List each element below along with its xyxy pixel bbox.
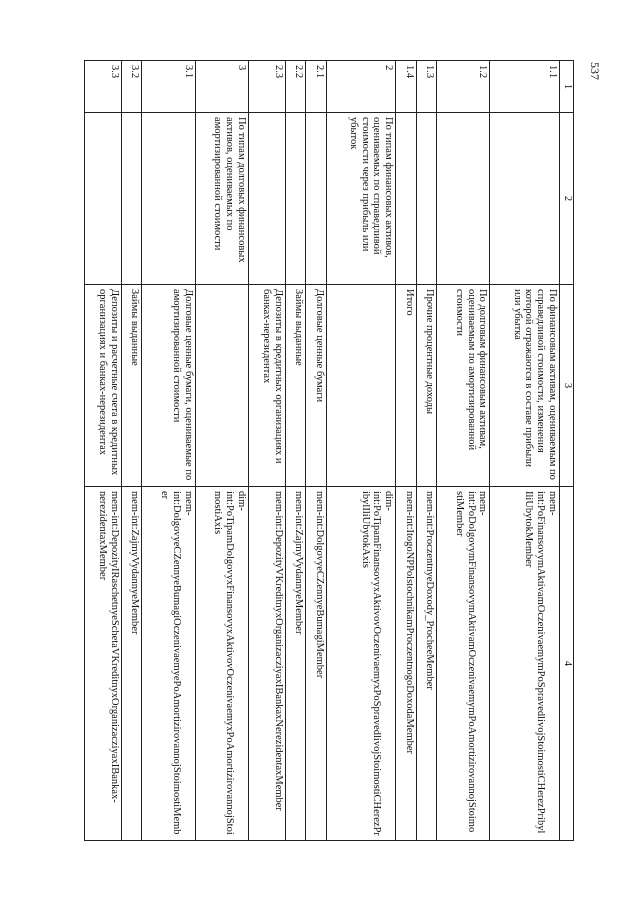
row-group-label: По типам финансовых активов, оцениваемых по справедливой стоимости через прибыль или убыток [326, 113, 396, 285]
row-number: 3 [195, 61, 248, 113]
table-row [396, 61, 417, 841]
row-number: 2.3 [248, 61, 285, 113]
table-row [306, 61, 327, 841]
row-group-label [85, 113, 122, 285]
row-item-label: Долговые ценные бумаги [306, 285, 327, 487]
table-row [437, 61, 490, 841]
row-code: mem-int:ZajmyVydannyeMember [285, 487, 306, 841]
row-number: 1.2 [437, 61, 490, 113]
row-group-label: По типам долговых финансовых активов, оцениваемых по амортизированной стоимости [195, 113, 248, 285]
row-number: 2.2 [285, 61, 306, 113]
table-row [248, 61, 285, 841]
row-number: 2.1 [306, 61, 327, 113]
column-header-2: 2 [560, 113, 574, 285]
classification-table [84, 60, 574, 841]
row-code: mem-int:DolgovyeCZennyeBumagiMember [306, 487, 327, 841]
row-item-label: Займы выданные [285, 285, 306, 487]
table-row [85, 61, 122, 841]
table-row [142, 61, 195, 841]
row-number: 3.1 [142, 61, 195, 113]
row-group-label [416, 113, 437, 285]
table-row [326, 61, 396, 841]
row-code: mem-int:DepozityVKreditnyxOrganizacziyaxIBankaxNerezidentaxMember [248, 487, 285, 841]
row-code: dim-int:PoTipamFinansovyxAktivovOczenivaemyxPoSpravedlivojStoimostiCHerezPribylIliUbytokAxis [326, 487, 396, 841]
column-header-4: 4 [560, 487, 574, 841]
column-header-1: 1 [560, 61, 574, 113]
row-group-label [437, 113, 490, 285]
rotated-table-container [84, 60, 574, 840]
row-number: 3.2 [121, 61, 142, 113]
page-number: 537 [588, 62, 602, 80]
row-code: mem-int:DepozityIRaschetnyeSchetaVKreditnyxOrganizacziyaxIBankax-nerezidentaxMember [85, 487, 122, 841]
table-row [490, 61, 560, 841]
table-row [416, 61, 437, 841]
row-group-label [142, 113, 195, 285]
row-item-label: Депозиты в кредитных организациях и банках-нерезидентах [248, 285, 285, 487]
row-group-label [490, 113, 560, 285]
row-item-label: Прочие процентные доходы [416, 285, 437, 487]
row-item-label: Займы выданные [121, 285, 142, 487]
row-item-label: По долговым финансовым активам, оцениваемым по амортизированной стоимости [437, 285, 490, 487]
row-code: mem-int:PoDolgovymFinansovymAktivamOczenivaemymPoAmortizirovannojStoimostiMember [437, 487, 490, 841]
row-item-label: Итого [396, 285, 417, 487]
row-code: mem-int:PoFinansovymAktivamOczenivaemymPoSpravedlivojStoimostiCHerezPribylIliUbytokMember [490, 487, 560, 841]
row-number: 1.4 [396, 61, 417, 113]
row-group-label [396, 113, 417, 285]
row-number: 1.1 [490, 61, 560, 113]
table-header-row [560, 61, 574, 841]
row-item-label [195, 285, 248, 487]
table-row [285, 61, 306, 841]
row-number: 3.3 [85, 61, 122, 113]
table-row [195, 61, 248, 841]
row-group-label [285, 113, 306, 285]
row-number: 1.3 [416, 61, 437, 113]
row-group-label [121, 113, 142, 285]
column-header-3: 3 [560, 285, 574, 487]
row-code: mem-int:ZajmyVydannyeMember [121, 487, 142, 841]
row-group-label [248, 113, 285, 285]
row-item-label: Долговые ценные бумаги, оцениваемые по амортизированной стоимости [142, 285, 195, 487]
row-item-label: По финансовым активам, оцениваемым по справедливой стоимости, изменения которой отражаются в составе прибыли или убытка [490, 285, 560, 487]
table-row [121, 61, 142, 841]
row-code: mem-int:ProczentnyeDoxody_ProcheeMember [416, 487, 437, 841]
row-code: dim-int:PoTipamDolgovyxFinansovyxAktivovOczenivaemyxPoAmortizirovannojStoimostiAxis [195, 487, 248, 841]
row-item-label [326, 285, 396, 487]
row-code: mem-int:DolgovyeCZennyeBumagiOczenivaemyePoAmortizirovannojStoimostiMember [142, 487, 195, 841]
row-number: 2 [326, 61, 396, 113]
row-group-label [306, 113, 327, 285]
row-item-label: Депозиты и расчетные счета в кредитных организациях и банках-нерезидентах [85, 285, 122, 487]
row-code: mem-int:ItogoNPPolstochnikamProczentnogoDoxodaMember [396, 487, 417, 841]
